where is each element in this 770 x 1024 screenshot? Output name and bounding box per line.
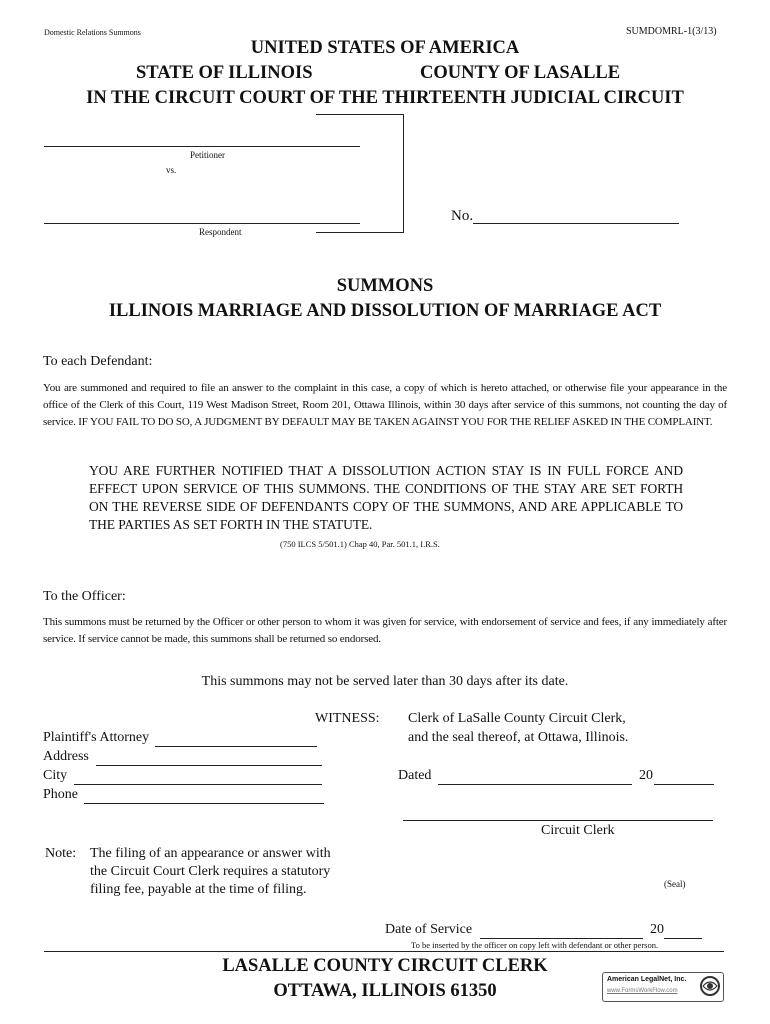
globe-icon [699, 975, 721, 997]
header-state: STATE OF ILLINOIS [136, 63, 313, 83]
note-line-1: The filing of an appearance or answer with [90, 846, 331, 861]
header-country: UNITED STATES OF AMERICA [250, 38, 520, 58]
footer-address: OTTAWA, ILLINOIS 61350 [273, 981, 497, 1001]
clerk-line-2: and the seal thereof, at Ottawa, Illinois. [408, 730, 629, 745]
phone-label: Phone [43, 787, 78, 802]
stay-notice: YOU ARE FURTHER NOTIFIED THAT A DISSOLUTION ACTION STAY IS IN FULL FORCE AND EFFECT UPON SERVICE OF THIS SUMMONS. THE CONDITIONS OF THE STAY ARE SET FORTH ON THE REVERSE SIDE OF DEFENDANTS COPY OF THE SUMMONS, AND ARE APPLICABLE TO THE PARTIES AS SET FORTH IN THE STATUTE. [89, 463, 683, 532]
officer-body: This summons must be returned by the Officer or other person to whom it was given for service, with endorsement of service and fees, if any immediately after service. If service cannot be made, this summons shall be returned so endorsed. [43, 616, 727, 645]
clerk-line-1: Clerk of LaSalle County Circuit Clerk, [408, 711, 626, 726]
footer-divider [44, 951, 724, 952]
service-year-field[interactable] [664, 938, 702, 939]
form-code: SUMDOMRL-1(3/13) [626, 26, 717, 37]
date-of-service-field[interactable] [480, 938, 643, 939]
dated-field[interactable] [438, 784, 632, 785]
logo-url[interactable]: www.FormsWorkFlow.com [607, 988, 678, 994]
header-court: IN THE CIRCUIT COURT OF THE THIRTEENTH JUDICIAL CIRCUIT [86, 88, 684, 108]
footer-clerk: LASALLE COUNTY CIRCUIT CLERK [222, 956, 548, 976]
respondent-line[interactable] [44, 223, 360, 224]
seal-label: (Seal) [664, 879, 686, 889]
petitioner-line[interactable] [44, 146, 360, 147]
dated-label: Dated [398, 768, 432, 783]
plaintiffs-attorney-field[interactable] [155, 746, 317, 747]
dated-year-prefix: 20 [639, 768, 653, 783]
respondent-label: Respondent [199, 227, 242, 237]
city-field[interactable] [74, 784, 322, 785]
defendant-body: You are summoned and required to file an answer to the complaint in this case, a copy of which is hereto attached, or otherwise file your appearance in the office of the Clerk of this Court, 119 West Madison Street, Room 201, Ottawa Illinois, within 30 days after service of this summons, not counting the day of service. IF YOU FAIL TO DO SO, A JUDGMENT BY DEFAULT MAY BE TAKEN AGAINST YOU FOR THE RELIEF ASKED IN THE COMPLAINT. [43, 382, 727, 428]
case-number-field[interactable] [473, 223, 679, 224]
address-field[interactable] [96, 765, 322, 766]
case-number-label: No. [451, 208, 474, 224]
caption-bracket-side [403, 114, 404, 232]
address-label: Address [43, 749, 89, 764]
circuit-clerk-label: Circuit Clerk [541, 823, 615, 838]
phone-field[interactable] [84, 803, 324, 804]
service-limit-notice: This summons may not be served later than 30 days after its date. [201, 674, 569, 689]
caption-bracket-top [316, 114, 404, 115]
summons-subtitle: ILLINOIS MARRIAGE AND DISSOLUTION OF MARRIAGE ACT [108, 301, 662, 321]
note-line-3: filing fee, payable at the time of filing. [90, 882, 307, 897]
service-year-prefix: 20 [650, 922, 664, 937]
logo-name: American LegalNet, Inc. [607, 976, 687, 983]
city-label: City [43, 768, 68, 783]
statute-citation: (750 ILCS 5/501.1) Chap 40, Par. 501.1, I.R.S. [280, 539, 440, 549]
vs-label: vs. [166, 165, 177, 175]
form-title: Domestic Relations Summons [44, 28, 141, 37]
service-instruction: To be inserted by the officer on copy left with defendant or other person. [411, 940, 659, 950]
note-line-2: the Circuit Court Clerk requires a statutory [90, 864, 331, 879]
summons-title: SUMMONS [336, 276, 434, 296]
dated-year-field[interactable] [654, 784, 714, 785]
defendant-heading: To each Defendant: [43, 354, 153, 369]
caption-bracket-bottom [316, 232, 404, 233]
header-county: COUNTY OF LASALLE [420, 63, 621, 83]
circuit-clerk-signature-line[interactable] [403, 820, 713, 821]
petitioner-label: Petitioner [190, 150, 225, 160]
note-label: Note: [45, 846, 77, 861]
plaintiffs-attorney-label: Plaintiff's Attorney [43, 730, 150, 745]
officer-heading: To the Officer: [43, 589, 126, 604]
american-legalnet-logo [602, 972, 724, 1002]
date-of-service-label: Date of Service [385, 922, 473, 937]
witness-label: WITNESS: [315, 711, 380, 726]
